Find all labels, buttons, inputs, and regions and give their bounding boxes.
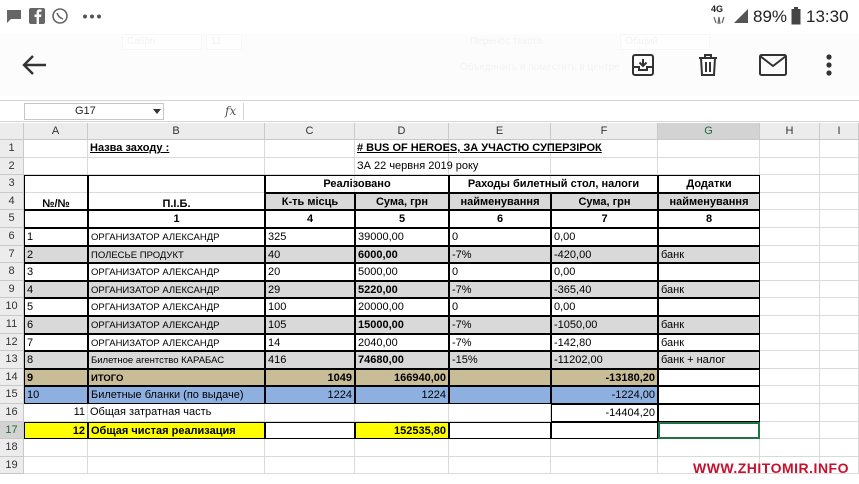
header-expense-sum-cell[interactable]: Сума, грн — [551, 193, 658, 211]
grid-cell[interactable] — [760, 316, 820, 334]
header-extra-name-cell[interactable]: найменування — [658, 193, 760, 211]
sum-cell[interactable]: 20000,00 — [355, 298, 449, 316]
column-header-g[interactable]: G — [658, 123, 760, 140]
grid-cell[interactable] — [820, 422, 859, 440]
formula-bar — [0, 100, 859, 122]
row-number-cell[interactable]: 4 — [24, 281, 88, 299]
grid-cell[interactable] — [760, 386, 820, 404]
row-header-2[interactable]: 2 — [0, 158, 24, 176]
column-number-7[interactable]: 7 — [551, 210, 658, 228]
row-header-10[interactable]: 10 — [0, 298, 24, 316]
grid-cell[interactable] — [24, 140, 88, 158]
signal-icon — [733, 8, 749, 24]
seats-cell[interactable]: 40 — [265, 246, 355, 264]
grid-cell[interactable] — [88, 457, 265, 475]
grid-cell[interactable] — [24, 439, 88, 457]
grid-cell[interactable] — [551, 457, 658, 475]
net-expense-cell[interactable] — [551, 422, 658, 440]
mail-button[interactable] — [756, 48, 790, 82]
grid-cell[interactable] — [760, 158, 820, 176]
row-number-cell[interactable]: 3 — [24, 263, 88, 281]
archive-icon — [631, 53, 655, 77]
sum-cell[interactable]: 2040,00 — [355, 334, 449, 352]
grid-cell[interactable] — [658, 439, 760, 457]
vibrate-icon — [713, 15, 725, 25]
row-number-cell[interactable]: 8 — [24, 351, 88, 369]
delete-button[interactable] — [691, 48, 725, 82]
blanks-seats-cell[interactable]: 1224 — [265, 386, 355, 404]
battery-percent: 89% — [753, 7, 788, 26]
grid-cell[interactable] — [760, 369, 820, 387]
grid-cell[interactable] — [820, 175, 859, 193]
column-number-4[interactable]: 4 — [265, 210, 355, 228]
grid-cell[interactable] — [820, 334, 859, 352]
name-cell[interactable]: ОРГАНИЗАТОР АЛЕКСАНДР — [88, 298, 265, 316]
net-label-cell[interactable]: Общая чистая реализация — [88, 422, 265, 440]
name-cell[interactable]: ПОЛЕСЬЕ ПРОДУКТ — [88, 246, 265, 264]
net-empty-cell[interactable] — [449, 422, 551, 440]
facebook-icon — [29, 8, 45, 24]
chevron-down-icon[interactable] — [153, 109, 161, 114]
grid-cell[interactable] — [820, 281, 859, 299]
column-header-e[interactable]: E — [449, 123, 551, 140]
grid-cell[interactable] — [820, 263, 859, 281]
grid-cell[interactable] — [820, 228, 859, 246]
name-cell[interactable]: ОРГАНИЗАТОР АЛЕКСАНДР — [88, 263, 265, 281]
grid-cell[interactable] — [820, 386, 859, 404]
note-cell[interactable]: банк — [658, 246, 760, 264]
header-pib-cell[interactable]: П.І.Б. — [88, 175, 265, 210]
grid-cell[interactable] — [658, 158, 760, 176]
column-header-i[interactable]: I — [820, 123, 859, 140]
sum-cell[interactable]: 15000,00 — [355, 316, 449, 334]
column-header-b[interactable]: B — [88, 123, 265, 140]
expense-rate-cell[interactable]: -7% — [449, 246, 551, 264]
name-cell[interactable]: ОРГАНИЗАТОР АЛЕКСАНДР — [88, 281, 265, 299]
name-cell[interactable]: ОРГАНИЗАТОР АЛЕКСАНДР — [88, 334, 265, 352]
total-empty-cell[interactable] — [449, 369, 551, 387]
note-cell[interactable] — [658, 298, 760, 316]
back-button[interactable] — [18, 48, 52, 82]
expense-rate-cell[interactable]: -7% — [449, 334, 551, 352]
note-cell[interactable]: банк — [658, 334, 760, 352]
status-bar — [0, 0, 859, 34]
expense-rate-cell[interactable]: 0 — [449, 298, 551, 316]
grid-cell[interactable] — [820, 439, 859, 457]
row-header-15[interactable]: 15 — [0, 386, 24, 404]
grid-cell[interactable] — [820, 158, 859, 176]
clock: 13:30 — [806, 7, 849, 26]
grid-cell[interactable] — [24, 158, 88, 176]
row-number-cell[interactable]: 7 — [24, 334, 88, 352]
column-header-h[interactable]: H — [760, 123, 820, 140]
blanks-empty-cell[interactable] — [449, 386, 551, 404]
expense-rate-cell[interactable]: -7% — [449, 281, 551, 299]
delete-icon — [696, 53, 720, 77]
expense-rate-cell[interactable]: -7% — [449, 316, 551, 334]
row-header-8[interactable]: 8 — [0, 263, 24, 281]
name-cell[interactable]: ОРГАНИЗАТОР АЛЕКСАНДР — [88, 228, 265, 246]
watermark: WWW.ZHITOMIR.INFO — [693, 460, 849, 476]
sum-cell[interactable]: 5220,00 — [355, 281, 449, 299]
sum-cell[interactable]: 6000,00 — [355, 246, 449, 264]
row-header-19[interactable]: 19 — [0, 457, 24, 475]
grid-cell[interactable] — [760, 351, 820, 369]
column-number-8[interactable]: 8 — [658, 210, 760, 228]
grid-cell[interactable] — [88, 158, 265, 176]
note-cell[interactable] — [658, 228, 760, 246]
grid-cell[interactable] — [265, 140, 355, 158]
mail-icon — [759, 54, 787, 76]
column-header-a[interactable]: A — [24, 123, 88, 140]
row-header-12[interactable]: 12 — [0, 334, 24, 352]
header-nn-cell[interactable]: №/№ — [24, 175, 88, 210]
column-header-c[interactable]: C — [265, 123, 355, 140]
event-title-cell[interactable]: # BUS OF HEROES, ЗА УЧАСТЮ СУПЕРЗІРОК — [355, 140, 760, 158]
grid-cell[interactable] — [760, 263, 820, 281]
seats-cell[interactable]: 105 — [265, 316, 355, 334]
header-number-cell[interactable] — [24, 210, 88, 228]
grid-cell[interactable] — [24, 457, 88, 475]
select-all-corner[interactable] — [0, 123, 24, 140]
expense-rate-cell[interactable]: 0 — [449, 228, 551, 246]
grid-cell[interactable] — [88, 439, 265, 457]
seats-cell[interactable]: 29 — [265, 281, 355, 299]
grid-cell[interactable] — [820, 210, 859, 228]
grid-cell[interactable] — [820, 140, 859, 158]
total-label-cell[interactable]: ИТОГО — [88, 369, 265, 387]
seats-cell[interactable]: 416 — [265, 351, 355, 369]
row-header-11[interactable]: 11 — [0, 316, 24, 334]
expense-sum-cell[interactable]: 0,00 — [551, 298, 658, 316]
net-number-cell[interactable]: 12 — [24, 422, 88, 440]
net-sum-cell[interactable]: 152535,80 — [355, 422, 449, 440]
header-realized-cell[interactable]: Реалізовано — [265, 175, 449, 193]
fx-icon[interactable]: fx — [225, 104, 237, 118]
seats-cell[interactable]: 325 — [265, 228, 355, 246]
expense-sum-cell[interactable]: -365,40 — [551, 281, 658, 299]
row-header-16[interactable]: 16 — [0, 404, 24, 422]
header-extra-cell[interactable]: Додатки — [658, 175, 760, 193]
expense-sum-cell[interactable]: -142,80 — [551, 334, 658, 352]
grid-cell[interactable] — [760, 228, 820, 246]
grid-cell[interactable] — [265, 439, 355, 457]
grid-cell[interactable] — [760, 193, 820, 211]
grid-cell[interactable] — [449, 439, 551, 457]
note-cell[interactable] — [658, 263, 760, 281]
row-header-6[interactable]: 6 — [0, 228, 24, 246]
active-cell-g17[interactable] — [658, 422, 760, 440]
grid-cell[interactable] — [355, 439, 449, 457]
sum-cell[interactable]: 5000,00 — [355, 263, 449, 281]
grid-cell[interactable] — [820, 298, 859, 316]
grid-cell[interactable] — [820, 404, 859, 422]
grid-cell[interactable] — [551, 439, 658, 457]
grid-cell[interactable] — [355, 457, 449, 475]
overflow-menu-button[interactable] — [812, 48, 846, 82]
grid-cell[interactable] — [760, 210, 820, 228]
expense-sum-cell[interactable]: 0,00 — [551, 263, 658, 281]
grid-cell[interactable] — [760, 281, 820, 299]
row-header-18[interactable]: 18 — [0, 439, 24, 457]
total-sum-cell[interactable]: 166940,00 — [355, 369, 449, 387]
column-number-6[interactable]: 6 — [449, 210, 551, 228]
overflow-menu-icon — [826, 54, 832, 76]
expense-sum-cell[interactable]: 0,00 — [551, 228, 658, 246]
seats-cell[interactable]: 20 — [265, 263, 355, 281]
grid-cell[interactable] — [265, 404, 355, 422]
grid-cell[interactable] — [449, 457, 551, 475]
row-header-5[interactable]: 5 — [0, 210, 24, 228]
header-seats-cell[interactable]: К-ть місць — [265, 193, 355, 211]
cost-number-cell[interactable]: 11 — [24, 404, 88, 422]
note-cell[interactable]: банк + налог — [658, 351, 760, 369]
grid-cell[interactable] — [265, 158, 355, 176]
note-cell[interactable]: банк — [658, 316, 760, 334]
row-header-17[interactable]: 17 — [0, 422, 24, 440]
cost-label-cell[interactable]: Общая затратная часть — [88, 404, 265, 422]
expense-sum-cell[interactable]: -1050,00 — [551, 316, 658, 334]
header-expenses-cell[interactable]: Раходы билетный стол, налоги — [449, 175, 658, 193]
column-header-f[interactable]: F — [551, 123, 658, 140]
grid-cell[interactable] — [820, 369, 859, 387]
grid-cell[interactable] — [760, 404, 820, 422]
expense-sum-cell[interactable]: -420,00 — [551, 246, 658, 264]
column-number-1[interactable]: 1 — [88, 210, 265, 228]
blanks-note-cell[interactable] — [658, 386, 760, 404]
row-header-13[interactable]: 13 — [0, 351, 24, 369]
header-expense-name-cell[interactable]: найменування — [449, 193, 551, 211]
grid-cell[interactable] — [760, 140, 820, 158]
expense-rate-cell[interactable]: -15% — [449, 351, 551, 369]
blanks-number-cell[interactable]: 10 — [24, 386, 88, 404]
total-seats-cell[interactable]: 1049 — [265, 369, 355, 387]
name-cell[interactable]: ОРГАНИЗАТОР АЛЕКСАНДР — [88, 316, 265, 334]
net-seats-cell[interactable] — [265, 422, 355, 440]
grid-cell[interactable] — [820, 351, 859, 369]
network-type: 4G — [711, 4, 724, 14]
grid-cell[interactable] — [760, 439, 820, 457]
blanks-sum-cell[interactable]: 1224 — [355, 386, 449, 404]
total-expense-cell[interactable]: -13180,20 — [551, 369, 658, 387]
battery-icon — [791, 7, 801, 25]
column-header-d[interactable]: D — [355, 123, 449, 140]
cost-note-cell[interactable] — [658, 404, 760, 422]
row-header-4[interactable]: 4 — [0, 193, 24, 211]
seats-cell[interactable]: 14 — [265, 334, 355, 352]
sum-cell[interactable]: 74680,00 — [355, 351, 449, 369]
row-number-cell[interactable]: 6 — [24, 316, 88, 334]
column-number-5[interactable]: 5 — [355, 210, 449, 228]
row-header-3[interactable]: 3 — [0, 175, 24, 193]
total-number-cell[interactable]: 9 — [24, 369, 88, 387]
sum-cell[interactable]: 39000,00 — [355, 228, 449, 246]
grid-cell[interactable] — [760, 422, 820, 440]
grid-cell[interactable] — [760, 298, 820, 316]
total-note-cell[interactable] — [658, 369, 760, 387]
viber-icon — [52, 8, 68, 24]
archive-button[interactable] — [626, 48, 660, 82]
grid-cell[interactable] — [355, 404, 449, 422]
grid-cell[interactable] — [449, 404, 551, 422]
seats-cell[interactable]: 100 — [265, 298, 355, 316]
row-number-cell[interactable]: 1 — [24, 228, 88, 246]
name-box[interactable]: G17 — [24, 103, 164, 120]
grid-cell[interactable] — [760, 175, 820, 193]
row-header-9[interactable]: 9 — [0, 281, 24, 299]
row-header-1[interactable]: 1 — [0, 140, 24, 158]
back-arrow-icon — [22, 54, 48, 76]
grid-cell[interactable] — [760, 334, 820, 352]
row-header-14[interactable]: 14 — [0, 369, 24, 387]
expense-sum-cell[interactable]: -11202,00 — [551, 351, 658, 369]
mail-toolbar — [0, 34, 859, 96]
grid-cell[interactable] — [760, 246, 820, 264]
blanks-label-cell[interactable]: Билетные бланки (по выдаче) — [88, 386, 265, 404]
event-date-cell[interactable]: ЗА 22 червня 2019 року — [355, 158, 658, 176]
grid-cell[interactable] — [265, 457, 355, 475]
expense-rate-cell[interactable]: 0 — [449, 263, 551, 281]
sms-icon — [6, 8, 22, 24]
note-cell[interactable]: банк — [658, 281, 760, 299]
row-number-cell[interactable]: 5 — [24, 298, 88, 316]
header-sum-cell[interactable]: Сума, грн — [355, 193, 449, 211]
more-icon — [82, 14, 102, 19]
grid-cell[interactable] — [820, 246, 859, 264]
grid-cell[interactable] — [820, 193, 859, 211]
row-number-cell[interactable]: 2 — [24, 246, 88, 264]
grid-cell[interactable] — [820, 316, 859, 334]
row-header-7[interactable]: 7 — [0, 246, 24, 264]
event-label-cell[interactable]: Назва заходу : — [88, 140, 265, 158]
blanks-expense-cell[interactable]: -1224,00 — [551, 386, 658, 404]
cost-expense-cell[interactable]: -14404,20 — [551, 404, 658, 422]
formula-input[interactable] — [243, 103, 859, 120]
name-cell[interactable]: Билетное агентство КАРАБАС — [88, 351, 265, 369]
